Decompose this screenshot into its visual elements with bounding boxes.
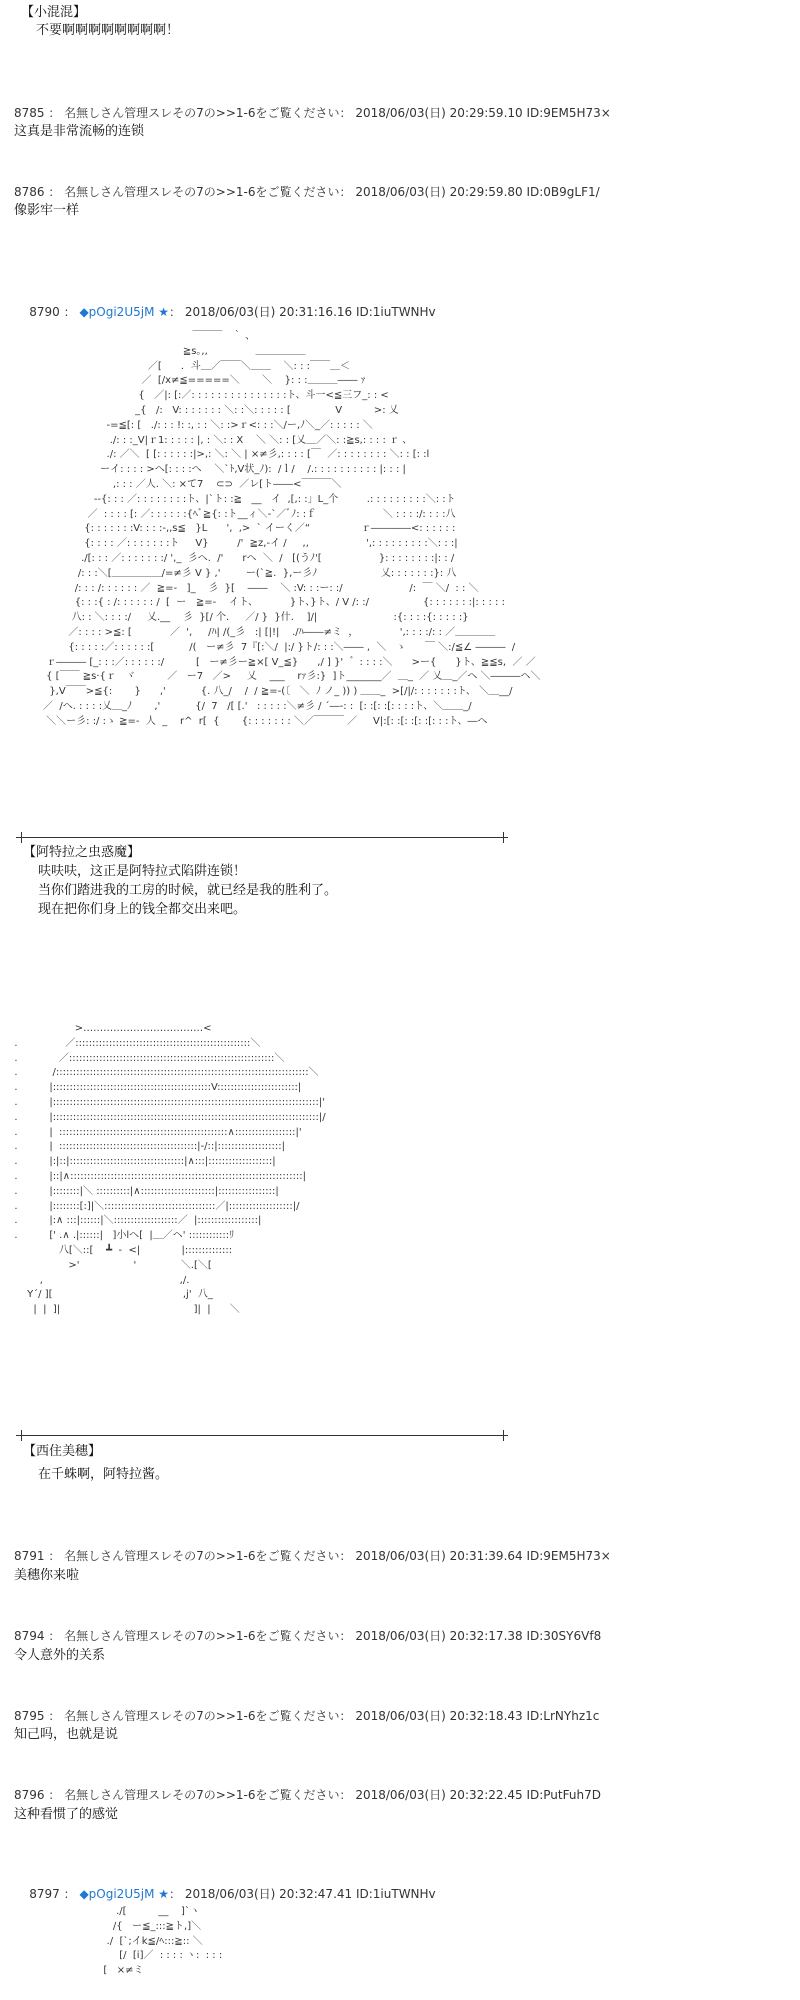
post-body-8791: 美穗你来啦 (14, 1568, 80, 1583)
speaker-name: 【西住美穗】 (23, 1444, 102, 1459)
post-header-8785: 8785 ： 名無しさん管理スレその7の>>1-6をご覧ください： 2018/06/03(日) 20:29:59.10 ID:9EM5H73× (14, 106, 611, 120)
post-body-8786: 像影牢一样 (14, 203, 80, 218)
separator-line (16, 837, 508, 838)
separator-end (503, 832, 504, 843)
speech-line: 不要啊啊啊啊啊啊啊啊！ (36, 23, 180, 38)
poster-trip[interactable]: ◆pOgi2U5jM (79, 305, 155, 319)
post-number: 8790 ： (29, 305, 80, 319)
separator-line (16, 1435, 508, 1436)
speech-line: 现在把你们身上的钱全都交出来吧。 (38, 902, 247, 917)
post-header-8794: 8794 ： 名無しさん管理スレその7の>>1-6をご覧ください： 2018/06/03(日) 20:32:17.38 ID:30SY6Vf8 (14, 1629, 602, 1643)
post-header-8796: 8796 ： 名無しさん管理スレその7の>>1-6をご覧ください： 2018/06/03(日) 20:32:22.45 ID:PutFuh7D (14, 1788, 601, 1802)
speaker-name: 【阿特拉之虫惑魔】 (23, 845, 141, 860)
post-body-8785: 这真是非常流畅的连锁 (14, 124, 145, 139)
poster-trip[interactable]: ◆pOgi2U5jM (79, 1887, 155, 1901)
post-header-8791: 8791 ： 名無しさん管理スレその7の>>1-6をご覧ください： 2018/06/03(日) 20:31:39.64 ID:9EM5H73× (14, 1549, 611, 1563)
post-body-8795: 知己吗，也就是说 (14, 1727, 119, 1742)
speaker-name: 【小混混】 (21, 5, 87, 20)
post-body-8796: 这种看惯了的感觉 (14, 1807, 119, 1822)
ascii-art-partial: ./[ __ ]`ヽ /{ ー≦_:::≧ト,]＼ ./ [`;イk≦/ﾍ:::≧:: ＼ [/ [i]／ : : : : ヽ: : : : [ ×≠ミ (103, 1906, 223, 1977)
ascii-art-spider: ￣￣￣ ｀ 、 ≧s｡,, ＿＿＿＿＿ ／[ ．斗＿／￣￣＼＿＿ ＼: : :￣￣＿＜ ／ [/x≠≦=====＼ ＼ }: : :＿＿＿―― ｧ { ／|: [:／: : : : : : : : : : : : : : :ト、斗一<≦三フ_: : < _{ /: V: : : : : : : ＼: :＼: : : : : [ V >: 乂 -=≦[: [ ./: : : !: :, : : ＼: :>ｒ<: : :＼/ー,ﾉ＼_／: : : : : ＼ ./: : :_V|ｒ1: : : : : |, : ＼: : X ＼ ＼: : [乂＿／＼: :≧s,: : : : ｒ 、 ./: ／＼ [ [: : : : : :|>,: ＼: ＼ | ×≠彡,: : : : [￣ ／: : : : : : : : ＼: : [: :l ーイ: : : : >へ[: : : :へ ＼`ﾄ,V状_ﾉ): /ｌ/ /.: : : : : : : : : : |: : : | ,: : : ／人. ＼: ×て7 ⊂⊃ ／レ[ト――<￣￣￣＼ --{: : : ／: : : : : : : :ト、|`ト: :≧ __ イ ,[,: :」L_个 .: : : : : : : : :＼: :ト ／ : : : : [: ／: : : : : :{ﾍﾞ≧{: :ト__ィ＼-`／ﾞﾉ: :ｆ ＼ : : : :/: : : :八 {: : : : : : :V: : : :-,,s≦ }L ', ,> ` イーく／“ ｒ――――<: : : : : : {: : : : ／: : : : : : :ト V} /' ≧z,-イ / ,, ',: : : : : : : : :＼: : :| ./[: : : ／: : : : : : :/ ',_ 彡へ. /' rヘ ＼ / [(うﾉ'[ }: : : : : : : :|: : / /: : :＼[＿＿＿＿＿/=≠彡 V } ,' ー(`≧. },ー彡ﾉ 乂: : : : : : :}: 八 /: : : /: : : : : : ／ ≧=- ]_ 彡 }[ ―― ＼ :V: : :ー: :/ /: ￣ ＼/ : : ＼ {: : :{ : /: : : : : : / [ ー ≧=- イト、 }ト、}ト、/ V /: :/ {: : : : : : :|: : : : : 八: : ＼: : : :/ 乂.__ 彡 }[/ 个. ／/ } }什. ]/| :{: : : :{: : : : :} ／: : : : >≦: [ ／ ', /ﾊ| /(_彡 :| [|!| ./ﾊ――≠ミ ， ',: : : :/: : ／＿＿＿＿ {: : : : :／: : : : : :[ /( ー≠彡 7『[:＼/ |:/ }ト/: : :＼―― , ＼ ゝ ￣ ＼:/≦∠ ――― / ｒ――― [_: : :／: : : : : :/ [ ー≠彡ー≧×[ V_≦} ,/ ] }' ゛: : : :＼ >ー{ }ト、≧≦s, ／ ／ { [￣￣ ≧s·{ｒ ヾ ／ ー7 ／> 乂 ___ rｧ彡:} ]ト_______／ ＿_ ／ 乂＿_／へ ＼―――ヘ＼ },V￣￣>≦{: } ,' {. 八_/ / / ≧=-(〔 ＼ ﾉ ノ_ )) ) ＿＿_ >[/|/: : : : : : :ト、 ＼＿__/ ／ /へ. : : : :乂＿_ﾉ ,' {/ 7 /[ [.' : : : : :＼≠彡 / ´―-: : [: :[: :[: : : :ト、＼＿＿_/ ＼＼ー彡: :/ :ゝ ≧=- 人 _ r^ r[ { {: : : : : : : ＼／￣￣￣ ／ V|:[: :[: :[: :[: : :ト、―へ (42, 331, 541, 727)
speech-line: 在千蛛啊，阿特拉酱。 (38, 1467, 169, 1482)
star-icon: ★ (158, 1887, 170, 1901)
separator-end (503, 1430, 504, 1441)
post-body-8794: 令人意外的关系 (14, 1648, 106, 1663)
post-meta: ： 2018/06/03(日) 20:32:47.41 ID:1iuTWNHv (169, 1887, 436, 1901)
star-icon: ★ (158, 305, 170, 319)
post-header-8795: 8795 ： 名無しさん管理スレその7の>>1-6をご覧ください： 2018/06/03(日) 20:32:18.43 ID:LrNYhz1c (14, 1709, 600, 1723)
ascii-art-character: >………………………………< . ／::::::::::::::::::::::::::::::::::::::::::::::::::::＼ . ／:::::::::::::::::::::::::::::::::::::::::::::::::::::::::::::＼ . /:::::::::::::::::::::::::::::::::::::::::::::::::::::::::::::::::::::::::::＼ . |:::::::::::::::::::::::::::::::::::::::::::::::V::::::::::::::::::::::::| . |:::::::::::::::::::::::::::::::::::::::::::::::::::::::::::::::::::::::::::::::|' . |:::::::::::::::::::::::::::::::::::::::::::::::::::::::::::::::::::::::::::::::|/ . | ::::::::::::::::::::::::::::::::::::::::::::::::::∧::::::::::::::::::|' . | :::::::::::::::::::::::::::::::::::::::::|-/::|:::::::::::::::::::| . |:|::|::::::::::::::::::::::::::::::::::|∧:::|:::::::::::::::::::| . |::|∧:::::::::::::::::::::::::::::::::::::::::::::::::::::::::::::::::::::| . |::::::::|＼ ::::::::::|∧::::::::::::::::::::::|:::::::::::::::::| . |::::::::[:]|＼:::::::::::::::::::::::::::::::::／|:::::::::::::::::::|/ . |:∧ :::|::::::|＼:::::::::::::::::::／ |::::::::::::::::::| . [' .∧ .|::::::| ]小lへ[ |＿／ヘ' ::::::::::::ﾘ 八[＼::[ ┻ ‐ <| |:::::::::::::: >' ' ＼.[＼[ , ,/. Y´/ ][ ,j' 八_ | | ]| ]| | ＼ (14, 1023, 326, 1316)
post-meta: ： 2018/06/03(日) 20:31:16.16 ID:1iuTWNHv (169, 305, 436, 319)
speech-line: 当你们踏进我的工房的时候，就已经是我的胜利了。 (38, 883, 338, 898)
speech-line: 呋呋呋，这正是阿特拉式陷阱连锁！ (38, 864, 247, 879)
post-number: 8797 ： (29, 1887, 80, 1901)
post-header-8786: 8786 ： 名無しさん管理スレその7の>>1-6をご覧ください： 2018/06/03(日) 20:29:59.80 ID:0B9gLF1/ (14, 185, 600, 199)
